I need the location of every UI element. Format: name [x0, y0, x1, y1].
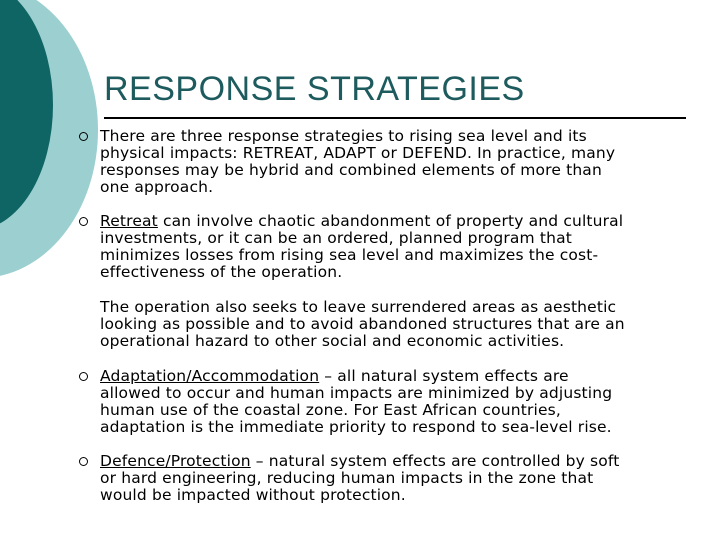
term-retreat: Retreat — [100, 212, 158, 230]
bullet-defence: Defence/Protection – natural system effects are controlled by soft or hard engineering, reducing human impacts in the zone that would be impacted without protection. — [100, 453, 700, 504]
slide-title: RESPONSE STRATEGIES — [104, 70, 525, 108]
bullet-icon — [79, 457, 88, 466]
decorative-circles — [0, 0, 110, 300]
bullet-icon — [79, 217, 88, 226]
dark-circle-shape — [0, 0, 53, 230]
bullet-icon — [79, 372, 88, 381]
bullet-icon — [79, 132, 88, 141]
bullet-intro: There are three response strategies to rising sea level and its physical impacts: RETREAT, ADAPT or DEFEND. In practice, many responses may be hybrid and combined elements of more than one approach. — [100, 128, 700, 196]
retreat-continuation: The operation also seeks to leave surrendered areas as aesthetic looking as possible and to avoid abandoned structures that are an operational hazard to other social and economic activities. — [100, 298, 625, 350]
bullet-adaptation: Adaptation/Accommodation – all natural system effects are allowed to occur and human impacts are minimized by adjusting human use of the coastal zone. For East African countries, adaptation is the immediate priority to respond to sea-level rise. — [100, 368, 700, 436]
title-underline — [104, 117, 686, 119]
bullet-retreat: Retreat can involve chaotic abandonment of property and cultural investments, or it can be an ordered, planned program that minimizes losses from rising sea level and maximizes the cost- effectiveness of the operation. — [100, 213, 700, 281]
term-adaptation: Adaptation/Accommodation — [100, 367, 320, 385]
term-defence: Defence/Protection — [100, 452, 251, 470]
